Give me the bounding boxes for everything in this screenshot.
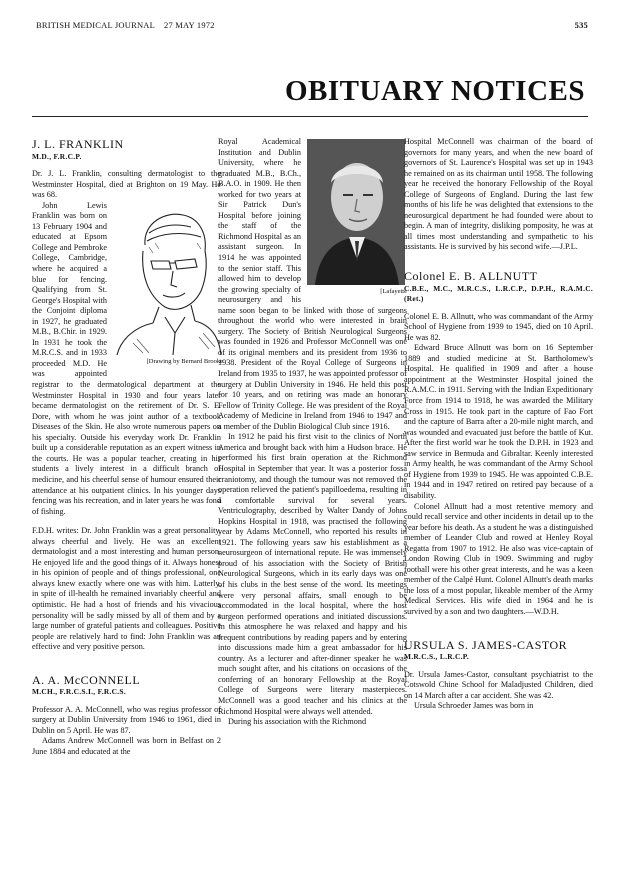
running-header — [32, 20, 588, 34]
mcconnell-photo-image — [307, 139, 405, 285]
franklin-paragraph-1: Dr. J. L. Franklin, consulting dermatologist to the Westminster Hospital, died at Brighton on 19 May. He was 68. — [32, 169, 221, 200]
franklin-sketch-image — [113, 203, 223, 355]
mcconnell-paragraph-5: During his association with the Richmond — [228, 717, 367, 727]
section-title: OBITUARY NOTICES — [285, 75, 585, 107]
mcconnell-paragraph-2: Adams Andrew McConnell was born in Belfast on 2 June 1884 and educated at the — [32, 736, 221, 756]
james-castor-paragraph-2: Ursula Schroeder James was born in — [414, 701, 534, 711]
mcconnell-paragraph-6: Hospital McConnell was chairman of the board of governors for many years, and when the new board of governors of St. Laurence's Hospital was set up in 1943 he remained on as its chairman until 1958. The following year he received the honorary Fellowship of the Royal College of Surgeons of England. During the last few months of his life he was delighted that extensions to the neurosurgical department he had founded were about to begin. A man of integrity, disliking pomposity, he was at all times most understanding and sympathetic to his assistants. He is survived by his second wife.—J.P.L. — [404, 137, 593, 252]
page-number: 535 — [574, 20, 588, 30]
obituary-name-james-castor: URSULA S. JAMES-CASTOR — [404, 637, 568, 652]
column-1 — [32, 128, 221, 758]
column-2 — [218, 137, 407, 728]
obituary-name-allnutt: Colonel E. B. ALLNUTT — [404, 269, 538, 284]
journal-title-date: BRITISH MEDICAL JOURNAL 27 MAY 1972 — [36, 20, 215, 30]
allnutt-paragraph-2: Edward Bruce Allnutt was born on 16 September 1889 and studied medicine at St. Bartholomew's Hospital. He qualified in 1909 and after a house appointment at the Westminster Hospital joined the R.A.M.C. in 1911. Serving with the Indian Expeditionary Force from 1914 to 1918, he was awarded the Military Cross in 1915. He took part in the capture of Fao Fort and the capture of Barra after a 20-mile night march, and was wounded and evacuated just before the battle of Kut. After the first world war he took the D.P.H. in 1923 and saw service in Bermuda and Gibraltar. Keenly interested in Army health, he was commandant of the Army School of Hygiene from 1939 to 1945. He was appointed C.B.E. in 1944 and in 1947 retired on retired pay because of a disability. — [404, 343, 593, 500]
franklin-paragraph-3: F.D.H. writes: Dr. John Franklin was a great personality, always cheerful and lively. He was an excellent dermatologist and a most interesting and human person. He enjoyed life and the good things of it. Always honest in his opinion of people and of things professional, one always knew exactly where one was with him. Latterly, in spite of ill-health he remained invariably cheerful and optimistic. He had a host of friends and his vivacious personality will be sadly missed by all of them and by a large number of grateful patients and colleagues. Positive people are relatively hard to find: John Franklin was an effective and very positive person. — [32, 526, 221, 652]
obituary-quals-james-castor: M.R.C.S., L.R.C.P. — [404, 652, 470, 662]
obituary-quals-mcconnell: M.CH., F.R.C.S.I., F.R.C.S. — [32, 687, 126, 697]
mcconnell-caption: [Lafayette — [380, 288, 407, 295]
franklin-portrait — [113, 203, 223, 369]
title-rule — [32, 116, 588, 117]
mcconnell-paragraph-4: In 1912 he paid his first visit to the clinics of North America and brought back with him a Hudson brace. He performed his first brain operation at the Richmond Hospital in September that year. It was a posterior fossa craniotomy, and though the tumour was not removed the operation relieved the patient's papilloedema, resulting in a comfortable survival for several years. Ventriculography, described by Walter Dandy of Johns Hopkins Hospital in 1918, was practised the following year by Adams McConnell, who reported his results in 1921. The following years saw his establishment as a neurosurgeon of international repute. He was immensely proud of his association with the Society of British Neurological Surgeons, which in its early days was one of his clubs in the best sense of the word. Its meetings were very personal affairs, small enough to be accommodated in the local hospital, where the host surgeon performed operations and initiated discussions. In this atmosphere he was relaxed and happy and his frequent contributions by reading papers and by entering into discussions made him a great ambassador for his country. As a lecturer and after-dinner speaker he was much sought after, and his citations on occasions of the conferring of an honorary Fellowship at the Royal College of Surgeons were literary masterpieces. McConnell was a good teacher and his clinics at the Richmond Hospital were always well attended. — [218, 432, 407, 716]
james-castor-paragraph-1: Dr. Ursula James-Castor, consultant psychiatrist to the Cotswold Chine School for Maladjusted Children, died on 14 March after a car accident. She was 42. — [404, 669, 593, 700]
allnutt-paragraph-1: Colonel E. B. Allnutt, who was commandant of the Army School of Hygiene from 1939 to 1945, died on 10 April. He was 82. — [404, 311, 593, 342]
franklin-caption: [Drawing by Bernard Brooke — [146, 357, 223, 365]
obituary-quals-franklin: M.D., F.R.C.P. — [32, 151, 82, 161]
obituary-name-mcconnell: A. A. McCONNELL — [32, 672, 141, 687]
mcconnell-paragraph-3: Royal Academical Institution and Dublin University, where he graduated M.B., B.Ch., B.A.O. in 1909. He then worked for two years at Sir Patrick Dun's Hospital before joining the staff of the Richmond Hospital as an assistant surgeon. In 1914 he was appointed to the senior staff. This allowed him to develop the growing specialty of neurosurgery and his name soon began to be linked with those of surgeons throughout the world who were interested in brain surgery. The Society of British Neurological Surgeons was founded in 1926 and Professor McConnell was one of its original members and its president from 1936 to 1938. President of the Royal College of Surgeons in Ireland from 1935 to 1937, he was appointed professor of surgery at Dublin University in 1946. He held this post for 10 years, and on retiring was made an honorary Fellow of Trinity College. He was president of the Royal Academy of Medicine in Ireland from 1946 to 1947 and a member of the Dublin Biological Club since 1916. — [218, 137, 407, 431]
obituary-quals-allnutt: C.B.E., M.C., M.R.C.S., L.R.C.P., D.P.H., R.A.M.C.(Ret.) — [404, 283, 593, 304]
mcconnell-paragraph-1: Professor A. A. McConnell, who was regius professor of surgery at Dublin University from 1946 to 1961, died in Dublin on 5 April. He was 87. — [32, 704, 221, 735]
mcconnell-portrait — [307, 139, 407, 299]
franklin-paragraph-2: John Lewis Franklin was born on 13 February 1904 and educated at Epsom College and Pembroke College, Cambridge, where he acquired a blue for fencing. Qualifying from St. George's Hospital with the Conjoint diploma in 1927, he graduated M.B., B.Chir. in 1929. In 1931 he took the M.R.C.S. and in 1933 proceeded M.D. He was appointed registrar to the dermatological department at the Westminster Hospital in 1930 and four years later became dermatologist on the retirement of Dr. S. E. Dore, with whom he was joint author of a textbook Diseases of the Skin. He also wrote numerous papers on his specialty. Outside his everyday work Dr. Franklin built up a considerable reputation as an expert witness in the courts. He was a popular teacher, creating in his students a lively interest in a difficult branch of medicine, and his cheerful sense of humour ensured their attendance at his outpatient clinics. In his younger days fencing was his recreation, and in later years he was fond of fishing. — [32, 200, 221, 516]
obituary-name-franklin: J. L. FRANKLIN — [32, 137, 124, 151]
allnutt-paragraph-3: Colonel Allnutt had a most retentive memory and could recall service and other incidents in detail up to the year before his death. As a student he was a distinguished member of Leander Club and rowed at Henley Royal Regatta from 1907 to 1912. He also was vice-captain of London Rowing Club in 1909. Swimming and rugby football were his other great interests, and he was a keen member of the Calpé Hunt. Colonel Allnutt's death marks the loss of a most popular, likeable member of the Army Medical Services. His wife died in 1964 and he is survived by a son and two daughters.—W.D.H. — [404, 501, 593, 616]
column-3 — [404, 137, 593, 712]
